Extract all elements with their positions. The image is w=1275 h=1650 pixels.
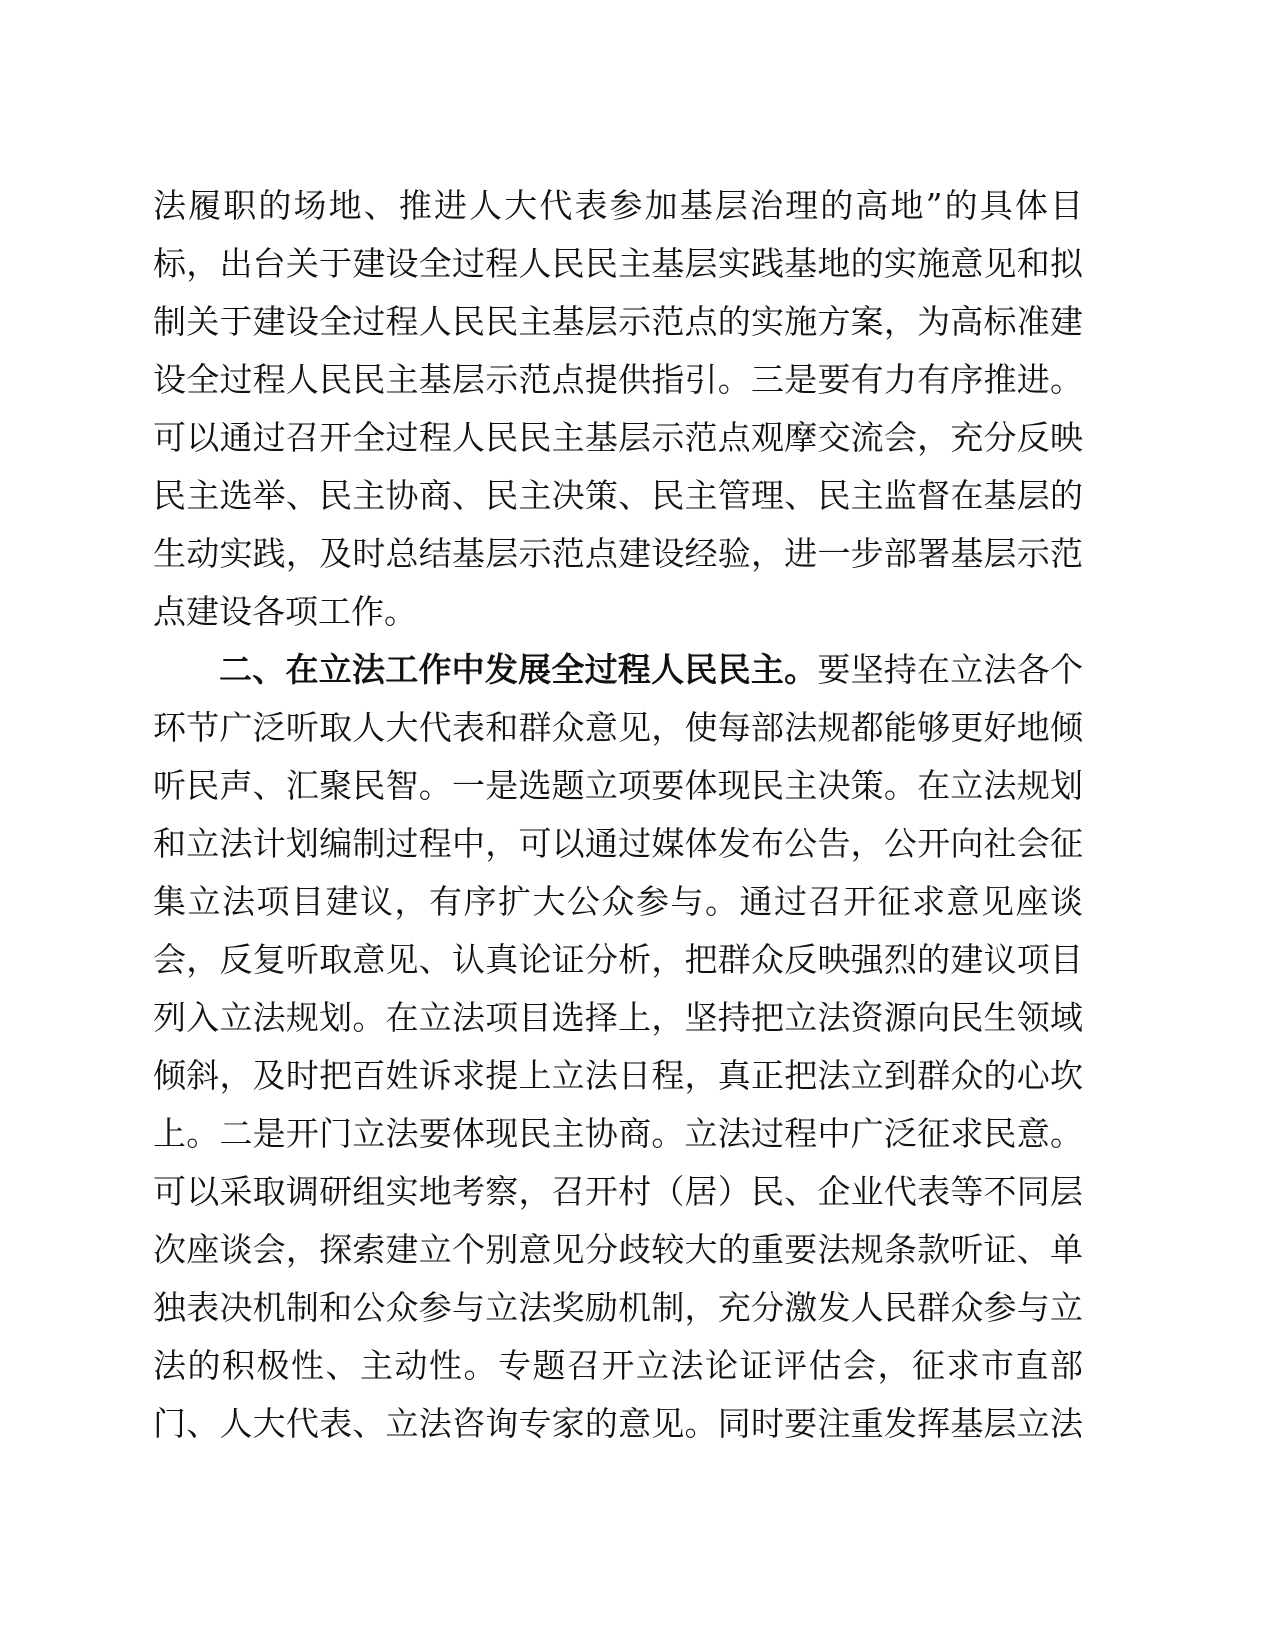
text-line: 点建设各项工作。 — [153, 592, 417, 631]
text-line: 法履职的场地、推进人大代表参加基层治理的高地”的具体目 — [153, 186, 1083, 225]
text-line: 集立法项目建议，有序扩大公众参与。通过召开征求意见座谈 — [153, 882, 1083, 921]
text-line: 列入立法规划。在立法项目选择上，坚持把立法资源向民生领域 — [153, 998, 1083, 1037]
text-line: 法的积极性、主动性。专题召开立法论证评估会，征求市直部 — [153, 1346, 1083, 1385]
text-line: 设全过程人民民主基层示范点提供指引。三是要有力有序推进。 — [153, 360, 1083, 399]
text-line: 可以采取调研组实地考察，召开村（居）民、企业代表等不同层 — [153, 1172, 1083, 1211]
text-line: 会，反复听取意见、认真论证分析，把群众反映强烈的建议项目 — [153, 940, 1083, 979]
text-line: 标，出台关于建设全过程人民民主基层实践基地的实施意见和拟 — [153, 244, 1083, 283]
text-line: 生动实践，及时总结基层示范点建设经验，进一步部署基层示范 — [153, 534, 1083, 573]
text-line: 制关于建设全过程人民民主基层示范点的实施方案，为高标准建 — [153, 302, 1083, 341]
text-line: 次座谈会，探索建立个别意见分歧较大的重要法规条款听证、单 — [153, 1230, 1083, 1269]
section-2-heading: 二、在立法工作中发展全过程人民民主。 — [219, 650, 818, 689]
text-line: 上。二是开门立法要体现民主协商。立法过程中广泛征求民意。 — [153, 1114, 1083, 1153]
text-line: 独表决机制和公众参与立法奖励机制，充分激发人民群众参与立 — [153, 1288, 1083, 1327]
text-line: 和立法计划编制过程中，可以通过媒体发布公告，公开向社会征 — [153, 824, 1083, 863]
text-line: 听民声、汇聚民智。一是选题立项要体现民主决策。在立法规划 — [153, 766, 1083, 805]
text-line: 民主选举、民主协商、民主决策、民主管理、民主监督在基层的 — [153, 476, 1083, 515]
text-line: 倾斜，及时把百姓诉求提上立法日程，真正把法立到群众的心坎 — [153, 1056, 1083, 1095]
section-2-first-line-rest: 要坚持在立法各个 — [817, 650, 1084, 689]
text-line: 可以通过召开全过程人民民主基层示范点观摩交流会，充分反映 — [153, 418, 1083, 457]
section-2-first-line — [153, 641, 1083, 699]
body-text — [153, 177, 1083, 1453]
text-line: 门、人大代表、立法咨询专家的意见。同时要注重发挥基层立法 — [153, 1404, 1083, 1443]
text-line: 环节广泛听取人大代表和群众意见，使每部法规都能够更好地倾 — [153, 708, 1083, 747]
